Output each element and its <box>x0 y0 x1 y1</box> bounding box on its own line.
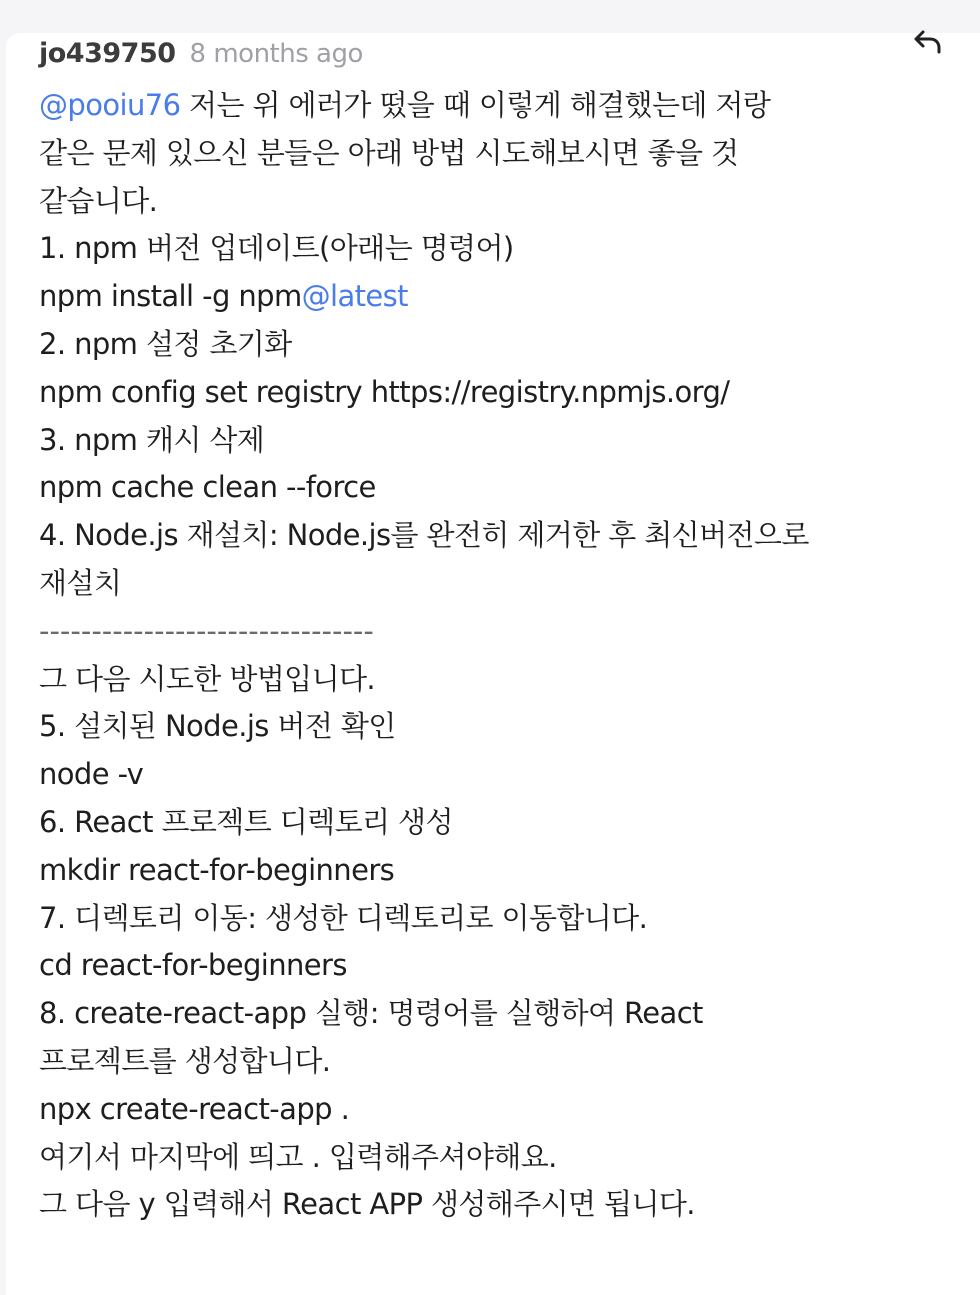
comment-line: 그 다음 시도한 방법입니다. <box>39 661 376 696</box>
comment-line <box>39 82 919 130</box>
comment-line: mkdir react-for-beginners <box>39 852 395 887</box>
comment-header <box>39 38 363 72</box>
mention-link[interactable]: @latest <box>301 279 408 314</box>
comment-line: 그 다음 y 입력해서 React APP 생성해주시면 됩니다. <box>39 1187 695 1222</box>
comment-line: 5. 설치된 Node.js 버전 확인 <box>39 709 396 744</box>
comment-line: npm cache clean --force <box>39 470 376 505</box>
comment-line: 7. 디렉토리 이동: 생성한 디렉토리로 이동합니다. <box>39 900 648 935</box>
comment-line-text: 저는 위 에러가 떴을 때 이렇게 해결했는데 저랑 <box>180 88 771 122</box>
comment-line: 같은 문제 있으신 분들은 아래 방법 시도해보시면 좋을 것 <box>39 135 739 170</box>
comment-line: 1. npm 버전 업데이트(아래는 명령어) <box>39 231 514 266</box>
comment-divider: -------------------------------- <box>39 613 374 648</box>
comment-line: node -v <box>39 757 144 792</box>
comment-line: 같습니다. <box>39 183 158 218</box>
comment-line: 여기서 마지막에 띄고 . 입력해주셔야해요. <box>39 1139 557 1174</box>
mention-link[interactable]: @pooiu76 <box>39 88 181 122</box>
comment-author[interactable]: jo439750 <box>39 38 176 69</box>
comment-timestamp: 8 months ago <box>189 39 363 69</box>
comment-line: 프로젝트를 생성합니다. <box>39 1043 331 1078</box>
comment-body <box>39 82 919 1229</box>
comment-line: 재설치 <box>39 565 122 600</box>
comment-line: 6. React 프로젝트 디렉토리 생성 <box>39 804 453 839</box>
reply-arrow-icon <box>910 24 946 60</box>
comment-line: 2. npm 설정 초기화 <box>39 326 292 361</box>
comment-line: 4. Node.js 재설치: Node.js를 완전히 제거한 후 최신버전으로 <box>39 518 809 553</box>
comment-line: npm config set registry https://registry.npmjs.org/ <box>39 374 730 409</box>
comment-line: npx create-react-app . <box>39 1091 350 1126</box>
comment-line-text: npm install -g npm <box>39 279 302 314</box>
comment-line: cd react-for-beginners <box>39 948 347 983</box>
comment-line: 3. npm 캐시 삭제 <box>39 422 265 457</box>
comment-line <box>39 273 919 321</box>
reply-button[interactable] <box>910 24 946 60</box>
comment-line: 8. create-react-app 실행: 명령어를 실행하여 React <box>39 996 703 1031</box>
